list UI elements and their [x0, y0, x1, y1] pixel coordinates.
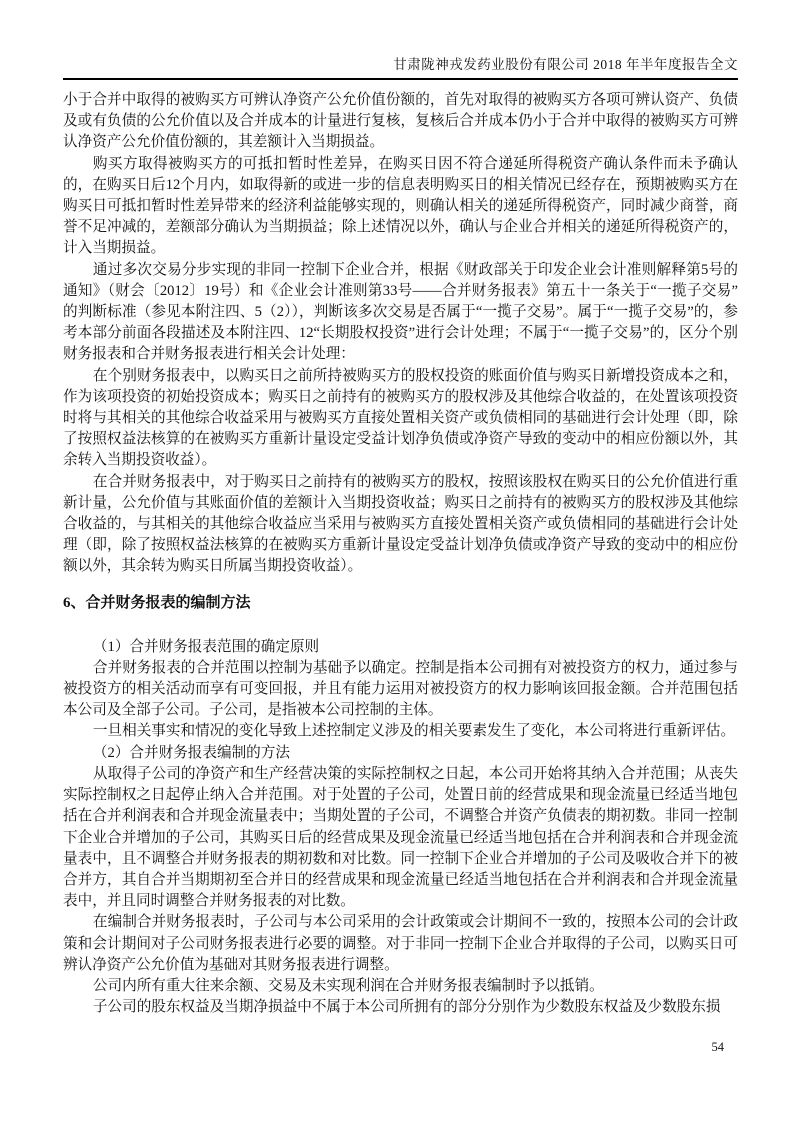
paragraph-separate-financial-statements: 在个别财务报表中，以购买日之前所持被购买方的股权投资的账面价值与购买日新增投资成本之和，作为该项投资的初始投资成本；购买日之前持有的被购买方的股权涉及其他综合收益的，在处置该项投资时将与其相关的其他综合收益采用与被购买方直接处置相关资产或负债相同的基础进行会计处理（即，除了按照权益法核算的在被购买方重新计量设定受益计划净负债或净资产导致的变动中的相应份额以外，其余转入当期投资收益）。 — [63, 367, 738, 469]
report-header-title: 甘肃陇神戎发药业股份有限公司 2018 年半年度报告全文 — [393, 57, 738, 72]
subheading-consolidation-preparation-method: （2）合并财务报表编制的方法 — [92, 744, 290, 761]
page-header — [63, 55, 738, 80]
paragraph-goodwill-review: 小于合并中取得的被购买方可辨认净资产公允价值份额的，首先对取得的被购买方各项可辨认资产、负债及或有负债的公允价值以及合并成本的计量进行复核，复核后合并成本仍小于合并中取得的被购买方可辨认净资产公允价值份额的，其差额计入当期损益。 — [63, 92, 738, 151]
paragraph-accounting-policy-adjustment: 在编制合并财务报表时，子公司与本公司采用的会计政策或会计期间不一致的，按照本公司的会计政策和会计期间对子公司财务报表进行必要的调整。对于非同一控制下企业合并取得的子公司，以购买日可辨认净资产公允价值为基础对其财务报表进行调整。 — [63, 914, 738, 973]
paragraph-step-acquisition: 通过多次交易分步实现的非同一控制下企业合并，根据《财政部关于印发企业会计准则解释第5号的通知》（财会〔2012〕19号）和《企业会计准则第33号——合并财务报表》第五十一条关于“一揽子交易”的判断标准（参见本附注四、5（2）），判断该多次交易是否属于“一揽子交易”。属于“一揽子交易”的，参考本部分前面各段描述及本附注四、12“长期股权投资”进行会计处理；不属于“一揽子交易”的，区分个别财务报表和合并财务报表进行相关会计处理： — [63, 261, 738, 363]
paragraph-reassessment: 一旦相关事实和情况的变化导致上述控制定义涉及的相关要素发生了变化，本公司将进行重新评估。 — [92, 723, 736, 740]
page-number: 54 — [711, 1040, 724, 1054]
page-footer — [63, 1040, 738, 1055]
paragraph-deductible-temporary-differences: 购买方取得被购买方的可抵扣暂时性差异，在购买日因不符合递延所得税资产确认条件而未予确认的，在购买日后12个月内，如取得新的或进一步的信息表明购买日的相关情况已经存在，预期被购买方在购买日可抵扣暂时性差异带来的经济利益能够实现的，则确认相关的递延所得税资产，同时减少商誉，商誉不足冲减的，差额部分确认为当期损益；除上述情况以外，确认与企业合并相关的递延所得税资产的，计入当期损益。 — [63, 155, 738, 257]
paragraph-minority-interest: 子公司的股东权益及当期净损益中不属于本公司所拥有的部分分别作为少数股东权益及少数股东损 — [92, 999, 721, 1016]
paragraph-consolidated-financial-statements: 在合并财务报表中，对于购买日之前持有的被购买方的股权，按照该股权在购买日的公允价值进行重新计量，公允价值与其账面价值的差额计入当期投资收益；购买日之前持有的被购买方的股权涉及其他综合收益的，与其相关的其他综合收益应当采用与被购买方直接处置相关资产或负债相同的基础进行会计处理（即，除了按照权益法核算的在被购买方重新计量设定受益计划净负债或净资产导致的变动中的相应份额以外，其余转为购买日所属当期投资收益）。 — [63, 473, 738, 575]
paragraph-intercompany-elimination: 公司内所有重大往来余额、交易及未实现利润在合并财务报表编制时予以抵销。 — [92, 977, 604, 994]
section-heading-consolidation-method: 6、合并财务报表的编制方法 — [63, 594, 251, 611]
subheading-consolidation-scope-principle: （1）合并财务报表范围的确定原则 — [92, 638, 320, 655]
paragraph-subsidiary-inclusion: 从取得子公司的净资产和生产经营决策的实际控制权之日起，本公司开始将其纳入合并范围；从丧失实际控制权之日起停止纳入合并范围。对于处置的子公司，处置日前的经营成果和现金流量已经适当地包括在合并利润表和合并现金流量表中；当期处置的子公司，不调整合并资产负债表的期初数。非同一控制下企业合并增加的子公司，其购买日后的经营成果及现金流量已经适当地包括在合并利润表和合并现金流量表中，且不调整合并财务报表的期初数和对比数。同一控制下企业合并增加的子公司及吸收合并下的被合并方，其自合并当期期初至合并日的经营成果和现金流量已经适当地包括在合并利润表和合并现金流量表中，并且同时调整合并财务报表的对比数。 — [63, 765, 738, 910]
document-body — [63, 90, 738, 1018]
paragraph-consolidation-scope: 合并财务报表的合并范围以控制为基础予以确定。控制是指本公司拥有对被投资方的权力，通过参与被投资方的相关活动而享有可变回报，并且有能力运用对被投资方的权力影响该回报金额。合并范围包括本公司及全部子公司。子公司，是指被本公司控制的主体。 — [63, 659, 738, 719]
